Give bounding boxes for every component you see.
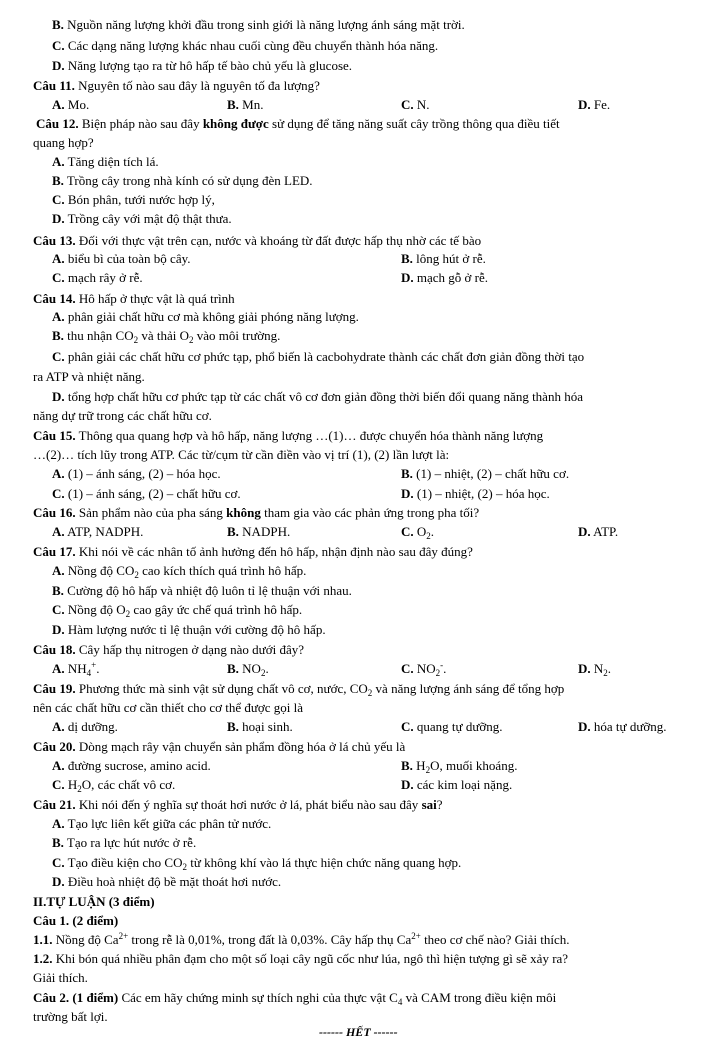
q21-option-b: B. Tạo ra lực hút nước ở rễ. <box>52 835 197 850</box>
q13-option-c: C. mạch rây ở rễ. <box>52 270 143 285</box>
q12-option-d: D. Trồng cây với mật độ thật thưa. <box>52 211 232 226</box>
question-11 <box>33 78 320 93</box>
q18-option-d: D. $N_2$. <box>578 661 612 678</box>
essay-item-1-2-cont: Giải thích. <box>33 970 88 985</box>
question-13: Câu 13. Đối với thực vật trên cạn, nước và khoáng từ đất được hấp thụ nhờ các tế bào <box>33 233 482 248</box>
q21-option-d: D. Điều hoà nhiệt độ bề mặt thoát hơi nước. <box>52 874 282 889</box>
q12-option-c: C. Bón phân, tưới nước hợp lý, <box>52 192 215 207</box>
q16-option-b: B. NADPH. <box>227 524 291 539</box>
option-letter: B. <box>52 17 64 32</box>
q19-option-d: D. hóa tự dưỡng. <box>578 719 667 734</box>
q14-option-d: D. tổng hợp chất hữu cơ phức tạp từ các chất vô cơ đơn giản đồng thời biến đổi quang năng thành hóa <box>52 389 583 404</box>
question-label: Câu 11. <box>33 78 75 93</box>
q15-option-a: A. (1) – ánh sáng, (2) – hóa học. <box>52 466 221 481</box>
question-18: Câu 18. Cây hấp thụ nitrogen ở dạng nào dưới đây? <box>33 642 305 657</box>
q20-option-b: B. $H_2O$, muối khoáng. <box>401 758 518 775</box>
option-text: Năng lượng tạo ra từ hô hấp tế bào chủ yếu là glucose. <box>64 58 353 73</box>
q14-option-c: C. phân giải các chất hữu cơ phức tạp, phổ biến là cacbohydrate thành các chất đơn giản đồng thời tạo <box>52 349 585 364</box>
q15-option-b: B. (1) – nhiệt, (2) – chất hữu cơ. <box>401 466 570 481</box>
q19-option-b: B. hoại sinh. <box>227 719 293 734</box>
section-heading: II.TỰ LUẬN (3 điểm) <box>33 894 155 909</box>
q13-option-a: A. biểu bì của toàn bộ cây. <box>52 251 191 266</box>
question-15: Câu 15. Thông qua quang hợp và hô hấp, năng lượng …(1)… được chuyển hóa thành năng lượng <box>33 428 544 443</box>
q18-option-b: B. $NO_2$. <box>227 661 269 678</box>
q14-option-b: B. thu nhận $CO_2$ và thải $O_2$ vào môi trường. <box>52 328 281 345</box>
q13-option-d: D. mạch gỗ ở rễ. <box>401 270 489 285</box>
q14-option-c-cont: ra ATP và nhiệt năng. <box>33 369 145 384</box>
q15-option-d: D. (1) – nhiệt, (2) – hóa học. <box>401 486 550 501</box>
option-text: Các dạng năng lượng khác nhau cuối cùng đều chuyển thành hóa năng. <box>64 38 439 53</box>
q21-option-c: C. Tạo điều kiện cho $CO_2$ từ không khí vào lá thực hiện chức năng quang hợp. <box>52 855 462 872</box>
question-text: Nguyên tố nào sau đây là nguyên tố đa lượng? <box>74 78 320 93</box>
question-21: Câu 21. Khi nói đến ý nghĩa sự thoát hơi nước ở lá, phát biểu nào sau đây sai? <box>33 797 443 812</box>
question-20: Câu 20. Dòng mạch rây vận chuyển sản phẩm đồng hóa ở lá chủ yếu là <box>33 739 406 754</box>
q11-option-d: D. Fe. <box>578 97 611 112</box>
q11-option-b: B. Mn. <box>227 97 264 112</box>
q20-option-a: A. đường sucrose, amino acid. <box>52 758 211 773</box>
essay-question-1: Câu 1. (2 điểm) <box>33 913 119 928</box>
q19-option-a: A. dị dưỡng. <box>52 719 118 734</box>
q13-option-b: B. lông hút ở rễ. <box>401 251 486 266</box>
q14-option-d-cont: năng dự trữ trong các chất hữu cơ. <box>33 408 212 423</box>
q18-option-c: C. $NO_2^-$. <box>401 660 447 678</box>
q19-option-c: C. quang tự dưỡng. <box>401 719 503 734</box>
q17-option-c: C. Nồng độ $O_2$ cao gây ức chế quá trình hô hấp. <box>52 602 303 619</box>
question-16: Câu 16. Sản phẩm nào của pha sáng không tham gia vào các phản ứng trong pha tối? <box>33 505 480 520</box>
option-letter: C. <box>52 38 65 53</box>
question-17: Câu 17. Khi nói về các nhân tố ảnh hưởng đến hô hấp, nhận định nào sau đây đúng? <box>33 544 473 559</box>
option-c-line <box>52 38 438 53</box>
essay-question-2-cont: trường bất lợi. <box>33 1009 108 1024</box>
question-15-cont: …(2)… tích lũy trong ATP. Các từ/cụm từ cần điền vào vị trí (1), (2) lần lượt là: <box>33 447 450 462</box>
q21-option-a: A. Tạo lực liên kết giữa các phân tử nước. <box>52 816 272 831</box>
q20-option-c: C. $H_2O$, các chất vô cơ. <box>52 777 176 794</box>
option-d-line <box>52 58 352 73</box>
q17-option-b: B. Cường độ hô hấp và nhiệt độ luôn tỉ lệ thuận với nhau. <box>52 583 352 598</box>
q12-option-a: A. Tăng diện tích lá. <box>52 154 159 169</box>
q16-option-c: C. $O_2$. <box>401 524 435 541</box>
q11-option-c: C. N. <box>401 97 430 112</box>
q17-option-d: D. Hàm lượng nước tỉ lệ thuận với cường độ hô hấp. <box>52 622 326 637</box>
q12-option-b: B. Trồng cây trong nhà kính có sử dụng đèn LED. <box>52 173 313 188</box>
option-letter: D. <box>52 58 65 73</box>
q14-option-a: A. phân giải chất hữu cơ mà không giải phóng năng lượng. <box>52 309 359 324</box>
q17-option-a: A. Nồng độ $CO_2$ cao kích thích quá trình hô hấp. <box>52 563 307 580</box>
q20-option-d: D. các kim loại nặng. <box>401 777 513 792</box>
essay-question-2: Câu 2. (1 điểm) Các em hãy chứng minh sự thích nghi của thực vật $C_4$ và CAM trong điều kiện môi <box>33 990 557 1007</box>
question-12-cont: quang hợp? <box>33 135 94 150</box>
q18-option-a: A. $NH_4^+$. <box>52 660 100 678</box>
question-19-cont: nên các chất hữu cơ cần thiết cho cơ thể được gọi là <box>33 700 304 715</box>
question-14: Câu 14. Hô hấp ở thực vật là quá trình <box>33 291 235 306</box>
q11-option-a: A. Mo. <box>52 97 90 112</box>
option-text: Nguồn năng lượng khởi đầu trong sinh giới là năng lượng ánh sáng mặt trời. <box>63 17 465 32</box>
q16-option-d: D. ATP. <box>578 524 619 539</box>
question-19: Câu 19. Phương thức mà sinh vật sử dụng chất vô cơ, nước, $CO_2$ và năng lượng ánh sáng để tổng hợp <box>33 681 565 698</box>
essay-item-1-2: 1.2. Khi bón quá nhiều phân đạm cho một số loại cây ngũ cốc như lúa, ngô thì hiện tượng gì sẽ xảy ra? <box>33 951 569 966</box>
option-b-line <box>52 17 465 32</box>
question-12: Câu 12. Biện pháp nào sau đây không được sử dụng để tăng năng suất cây trồng thông qua điều tiết <box>36 116 560 131</box>
q16-option-a: A. ATP, NADPH. <box>52 524 144 539</box>
end-marker: ------ HẾT ------ <box>319 1025 398 1039</box>
essay-item-1-1: 1.1. Nồng độ $Ca^{2+}$ trong rễ là 0,01%, trong đất là 0,03%. Cây hấp thụ $Ca^{2+}$ theo cơ chế nào? Giải thích. <box>33 931 570 947</box>
q15-option-c: C. (1) – ánh sáng, (2) – chất hữu cơ. <box>52 486 241 501</box>
